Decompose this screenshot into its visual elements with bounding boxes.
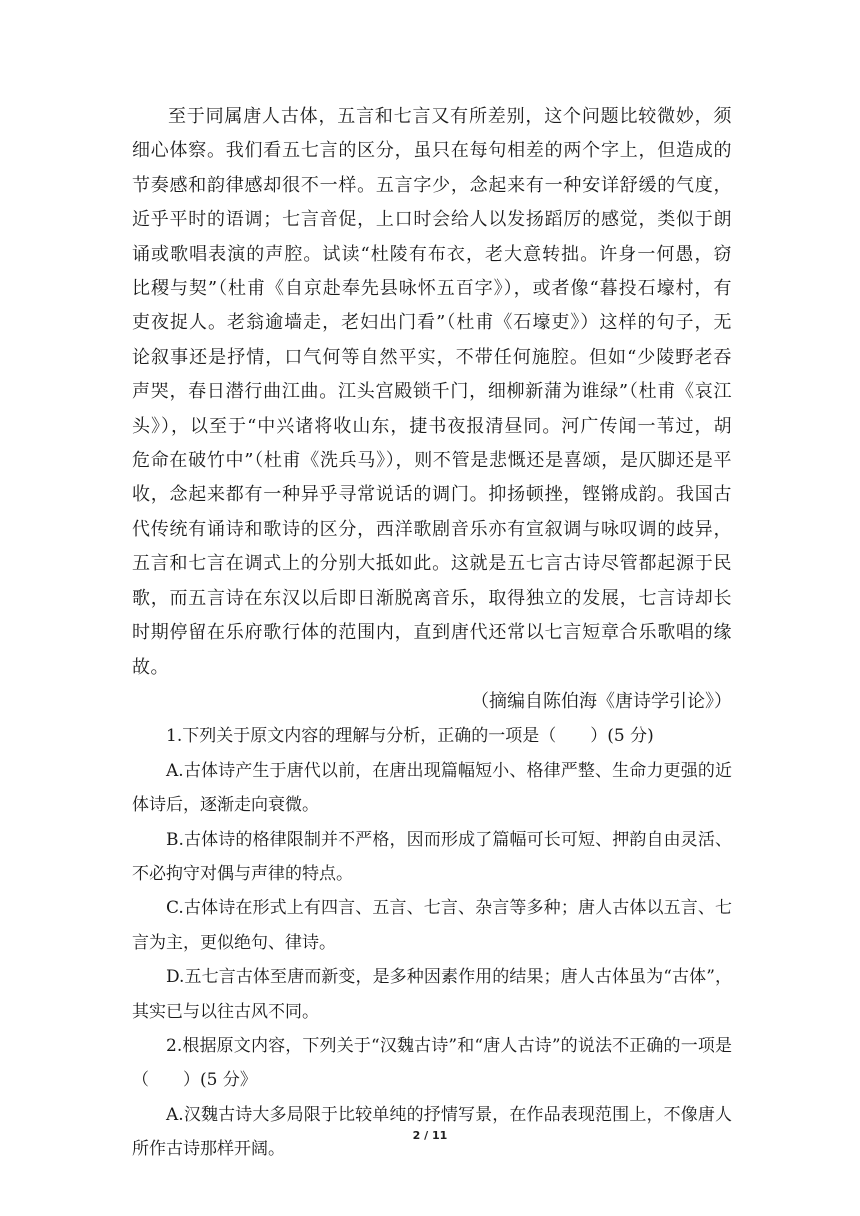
question-stem: 2.根据原文内容，下列关于“汉魏古诗”和“唐人古诗”的说法不正确的一项是（ ）(5 分》 bbox=[132, 1035, 732, 1091]
document-page bbox=[132, 100, 732, 1167]
question-2 bbox=[132, 1029, 732, 1167]
question-stem: 1.下列关于原文内容的理解与分析，正确的一项是（ ）(5 分) bbox=[166, 726, 654, 747]
passage-paragraph: 至于同属唐人古体，五言和七言又有所差别，这个问题比较微妙，须细心体察。我们看五七言的区分，虽只在每句相差的两个字上，但造成的节奏感和韵律感却很不一样。五言字少，念起来有一种安详舒缓的气度，近乎平时的语调；七言音促，上口时会给人以发扬蹈厉的感觉，类似于朗诵或歌唱表演的声腔。试读“杜陵有布衣，老大意转拙。许身一何愚，窃比稷与契”（杜甫《自京赴奉先县咏怀五百字》），或者像“暮投石壕村，有吏夜捉人。老翁逾墙走，老妇出门看”（杜甫《石壕吏》）这样的句子，无论叙事还是抒情，口气何等自然平实，不带任何施腔。但如“少陵野老吞声哭，春日潜行曲江曲。江头宫殿锁千门，细柳新蒲为谁绿”（杜甫《哀江头》），以至于“中兴诸将收山东，捷书夜报清昼同。河广传闻一苇过，胡危命在破竹中”（杜甫《洗兵马》），则不管是悲慨还是喜颂，是仄脚还是平收，念起来都有一种异乎寻常说话的调门。抑扬顿挫，铿锵成韵。我国古代传统有诵诗和歌诗的区分，西洋歌剧音乐亦有宣叙调与咏叹调的歧异，五言和七言在调式上的分别大抵如此。这就是五七言古诗尽管都起源于民歌，而五言诗在东汉以后即日渐脱离音乐，取得独立的发展，七言诗却长时期停留在乐府歌行体的范围内，直到唐代还常以七言短章合乐歌唱的缘故。 bbox=[132, 106, 732, 678]
option-c: C.古体诗在形式上有四言、五言、七言、杂言等多种；唐人古体以五言、七言为主，更似绝句、律诗。 bbox=[132, 898, 732, 953]
option-a: A.汉魏古诗大多局限于比较单纯的抒情写景，在作品表现范围上，不像唐人所作古诗那样开阔。 bbox=[132, 1104, 732, 1160]
option-a: A.古体诗产生于唐代以前，在唐出现篇幅短小、格律严整、生命力更强的近体诗后，逐渐走向衰微。 bbox=[132, 760, 732, 816]
option-b: B.古体诗的格律限制并不严格，因而形成了篇幅可长可短、押韵自由灵活、不必拘守对偶与声律的特点。 bbox=[132, 829, 732, 884]
source-citation: （摘编自陈伯海《唐诗学引论》） bbox=[471, 690, 732, 712]
option-d: D.五七言古体至唐而新变，是多种因素作用的结果；唐人古体虽为“古体”，其实已与以往古风不同。 bbox=[132, 967, 732, 1022]
page-number: 2 / 11 bbox=[412, 1129, 448, 1142]
question-1 bbox=[132, 719, 732, 1029]
